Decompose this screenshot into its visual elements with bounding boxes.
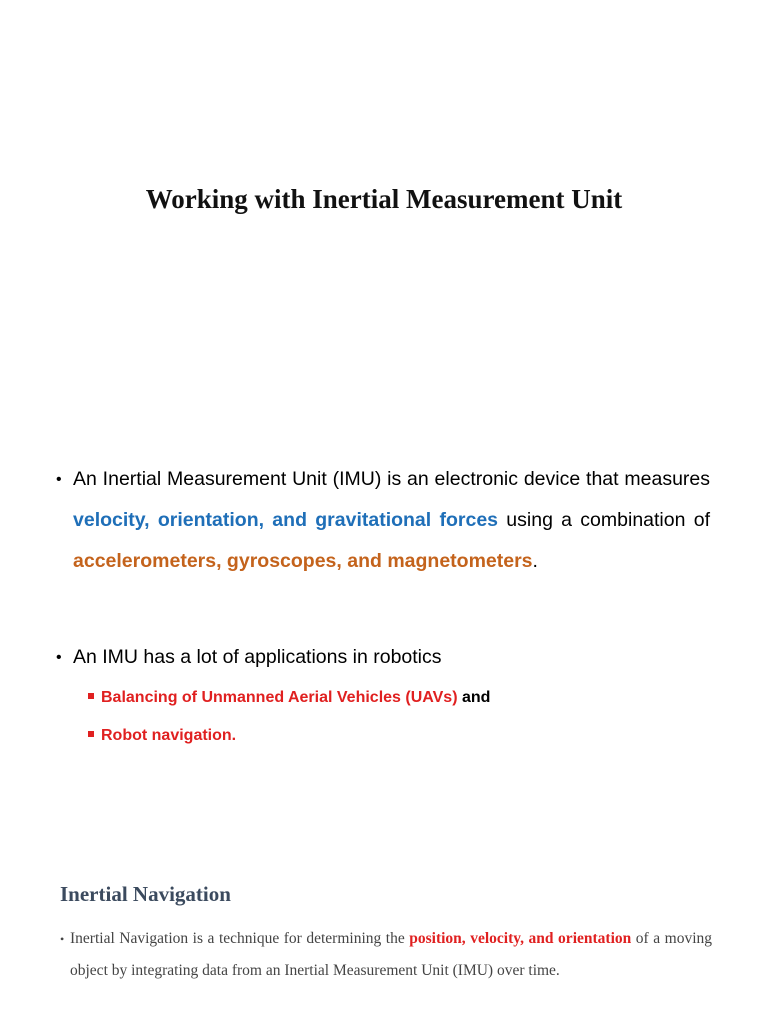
bullet-text-part: using a combination of xyxy=(498,509,710,531)
square-bullet-icon xyxy=(88,693,94,699)
bullet-dot: • xyxy=(56,649,62,666)
bullet-dot: • xyxy=(56,471,62,488)
bullet-dot: • xyxy=(60,932,65,946)
inertial-navigation-paragraph xyxy=(60,923,712,987)
square-bullet-icon xyxy=(88,731,94,737)
bullet-text-part: . xyxy=(532,550,538,572)
bullet-imu-definition xyxy=(56,459,710,582)
paragraph-text-part: of a moving object by integrating data from an Inertial Measurement Unit (IMU) over time. xyxy=(70,930,712,979)
bullet-text xyxy=(73,459,710,582)
sub-item-robot-navigation xyxy=(88,724,236,748)
page-title: Working with Inertial Measurement Unit xyxy=(145,184,623,214)
sub-item-label: Robot navigation. xyxy=(101,727,237,744)
highlight-navigation-quantities: position, velocity, and orientation xyxy=(409,930,632,947)
section-heading: Inertial Navigation xyxy=(60,882,231,906)
highlight-sensors: accelerometers, gyroscopes, and magnetometers xyxy=(73,550,533,572)
sub-item-label: Balancing of Unmanned Aerial Vehicles (UAVs) xyxy=(101,689,458,706)
bullet-imu-applications xyxy=(56,637,710,678)
highlight-measured-quantities: velocity, orientation, and gravitational forces xyxy=(73,509,499,531)
bullet-text-part: An Inertial Measurement Unit (IMU) is an electronic device that measures xyxy=(73,468,710,490)
paragraph-text-part: Inertial Navigation is a technique for determining the xyxy=(70,930,410,947)
sub-item-suffix: and xyxy=(457,689,491,706)
bullet-text: An IMU has a lot of applications in robotics xyxy=(73,646,442,668)
paragraph-text xyxy=(70,923,712,987)
sub-item-uav-balancing xyxy=(88,686,490,710)
